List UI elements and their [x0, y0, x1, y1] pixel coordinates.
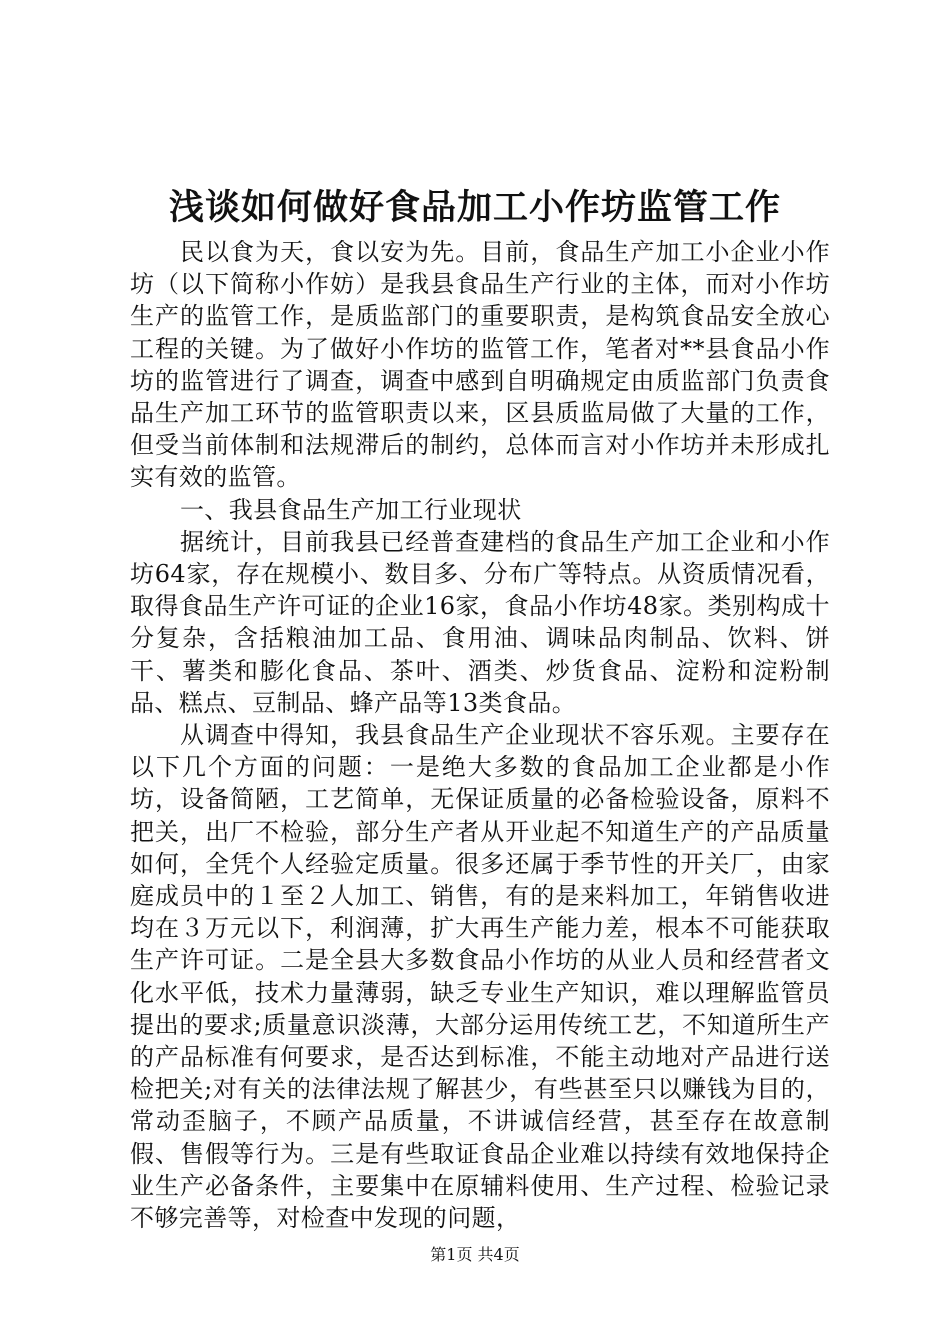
paragraph-statistics: 据统计，目前我县已经普查建档的食品生产加工企业和小作坊64家，存在规模小、数目多、分布广等特点。从资质情况看，取得食品生产许可证的企业16家，食品小作坊48家。类别构成十分复杂，含括粮油加工品、食用油、调味品肉制品、饮料、饼干、薯类和膨化食品、茶叶、酒类、炒货食品、淀粉和淀粉制品、糕点、豆制品、蜂产品等13类食品。: [130, 527, 830, 717]
document-body: [130, 236, 830, 1234]
page-number-footer: 第1页 共4页: [430, 1245, 520, 1264]
section-heading: 一、我县食品生产加工行业现状: [180, 495, 522, 524]
document-title: 浅谈如何做好食品加工小作坊监管工作: [168, 187, 781, 228]
paragraph-problems: 从调查中得知，我县食品生产企业现状不容乐观。主要存在以下几个方面的问题：一是绝大多数的食品加工企业都是小作坊，设备简陋，工艺简单，无保证质量的必备检验设备，原料不把关，出厂不检验，部分生产者从开业起不知道生产的产品质量如何，全凭个人经验定质量。很多还属于季节性的开关厂，由家庭成员中的１至２人加工、销售，有的是来料加工，年销售收进均在３万元以下，利润薄，扩大再生产能力差，根本不可能获取生产许可证。二是全县大多数食品小作坊的从业人员和经营者文化水平低，技术力量薄弱，缺乏专业生产知识，难以理解监管员提出的要求;质量意识淡薄，大部分运用传统工艺，不知道所生产的产品标准有何要求，是否达到标准，不能主动地对产品进行送检把关;对有关的法律法规了解甚少，有些甚至只以赚钱为目的，常动歪脑子，不顾产品质量，不讲诚信经营，甚至存在故意制假、售假等行为。三是有些取证食品企业难以持续有效地保持企业生产必备条件，主要集中在原辅料使用、生产过程、检验记录不够完善等，对检查中发现的问题，: [130, 721, 830, 1233]
paragraph-intro: 民以食为天，食以安为先。目前，食品生产加工小企业小作坊（以下简称小作妨）是我县食品生产行业的主体，而对小作坊生产的监管工作，是质监部门的重要职责，是构筑食品安全放心工程的关键。为了做好小作坊的监管工作，笔者对**县食品小作坊的监管进行了调查，调查中感到自明确规定由质监部门负责食品生产加工环节的监管职责以来，区县质监局做了大量的工作，但受当前体制和法规滞后的制约，总体而言对小作坊并未形成扎实有效的监管。: [130, 238, 830, 492]
